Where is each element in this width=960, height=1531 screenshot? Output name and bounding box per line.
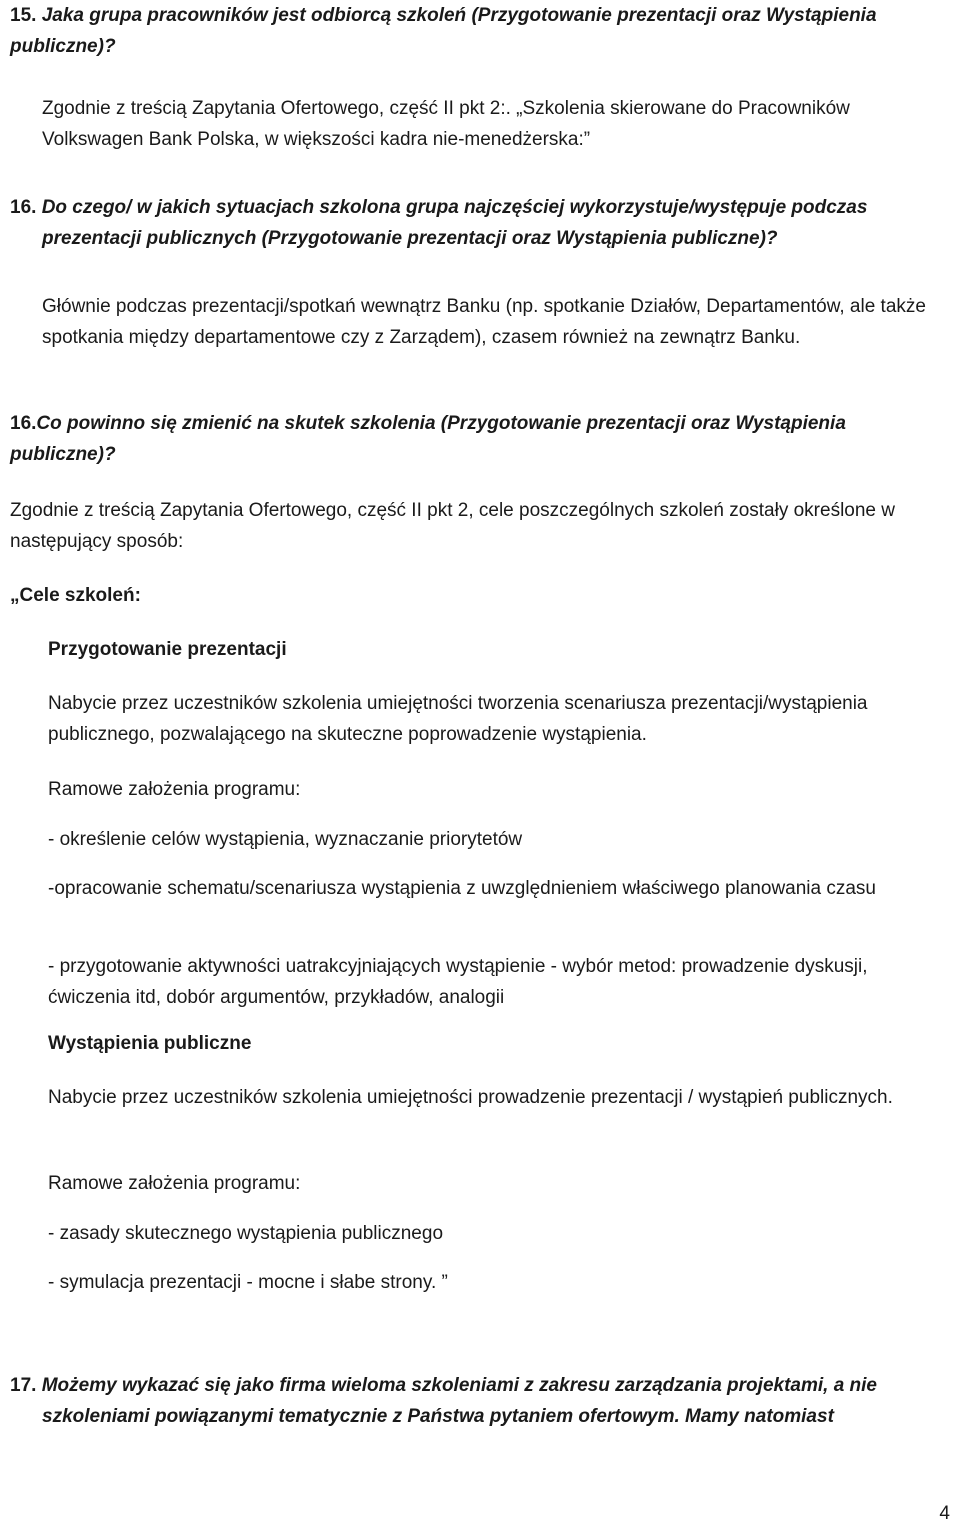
question-text: Do czego/ w jakich sytuacjach szkolona grupa najczęściej wykorzystuje/występuje podczas prezentacji publicznych (Przygotowanie prezentacji oraz Wystąpienia publiczne)? <box>41 197 868 249</box>
question-text: Co powinno się zmienić na skutek szkolenia (Przygotowanie prezentacji oraz Wystąpienia publiczne)? <box>10 413 846 465</box>
answer-16b: Zgodnie z treścią Zapytania Ofertowego, część II pkt 2, cele poszczególnych szkoleń zostały określone w następujący sposób: <box>10 500 895 552</box>
question-17 <box>10 1370 945 1432</box>
goals-heading: „Cele szkoleń: <box>10 585 141 606</box>
question-16b <box>10 408 945 470</box>
question-number: 16. <box>10 413 37 434</box>
question-text: Jaka grupa pracowników jest odbiorcą szkoleń (Przygotowanie prezentacji oraz Wystąpienia publiczne)? <box>10 5 877 57</box>
question-number: 16. <box>10 197 37 218</box>
page-number: 4 <box>939 1503 950 1524</box>
answer-16a: Głównie podczas prezentacji/spotkań wewnątrz Banku (np. spotkanie Działów, Departamentów, ale także spotkania między departamentowe czy z Zarządem), czasem również na zewnątrz Banku. <box>42 296 926 348</box>
answer-15: Zgodnie z treścią Zapytania Ofertowego, część II pkt 2:. „Szkolenia skierowane do Pracowników Volkswagen Bank Polska, w większości kadra nie-menedżerska:” <box>42 98 850 150</box>
question-text: Możemy wykazać się jako firma wieloma szkoleniami z zakresu zarządzania projektami, a nie szkoleniami powiązanymi tematycznie z Państwa pytaniem ofertowym. Mamy natomiast <box>41 1375 877 1427</box>
question-number: 17. <box>10 1375 37 1396</box>
question-15 <box>10 0 940 62</box>
program-item: - przygotowanie aktywności uatrakcyjniających wystąpienie - wybór metod: prowadzenie dyskusji, ćwiczenia itd, dobór argumentów, przykładów, analogii <box>48 956 868 1008</box>
program-item: - symulacja prezentacji - mocne i słabe strony. ” <box>48 1272 448 1293</box>
program-item: -opracowanie schematu/scenariusza wystąpienia z uwzględnieniem właściwego planowania czasu <box>48 878 876 899</box>
program-label-public-speaking: Ramowe założenia programu: <box>48 1173 301 1194</box>
question-number: 15. <box>10 5 37 26</box>
section-desc-presentation: Nabycie przez uczestników szkolenia umiejętności tworzenia scenariusza prezentacji/wystąpienia publicznego, pozwalającego na skuteczne poprowadzenie wystąpienia. <box>48 693 868 745</box>
section-title-presentation: Przygotowanie prezentacji <box>48 639 287 660</box>
question-16a <box>10 192 945 254</box>
section-title-public-speaking: Wystąpienia publiczne <box>48 1033 252 1054</box>
section-desc-public-speaking: Nabycie przez uczestników szkolenia umiejętności prowadzenie prezentacji / wystąpień publicznych. <box>48 1087 893 1108</box>
program-item: - zasady skutecznego wystąpienia publicznego <box>48 1223 444 1244</box>
program-label-presentation: Ramowe założenia programu: <box>48 779 301 800</box>
program-item: - określenie celów wystąpienia, wyznaczanie priorytetów <box>48 829 523 850</box>
